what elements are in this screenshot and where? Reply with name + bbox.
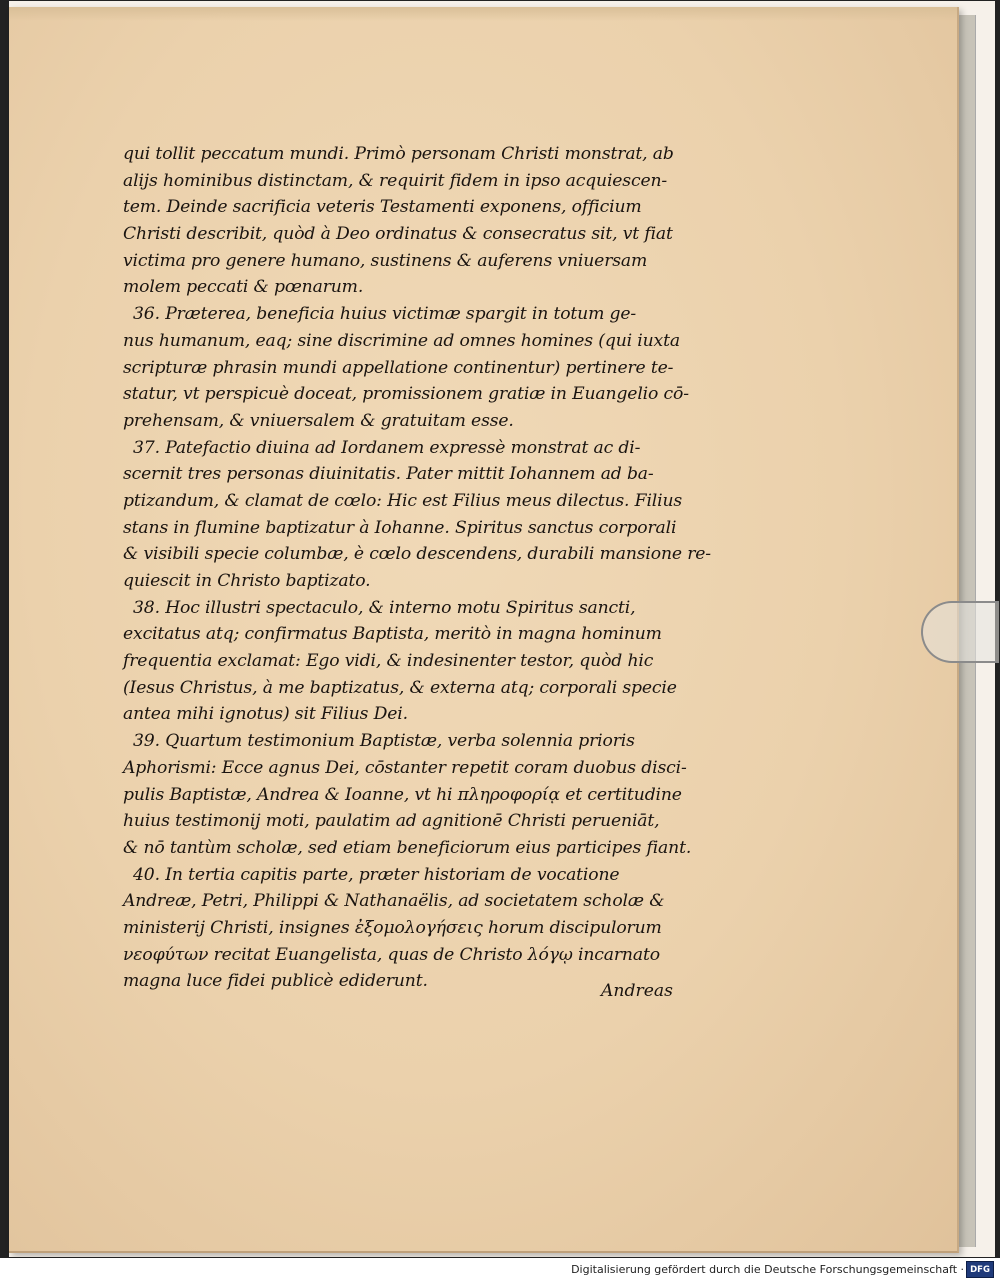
text-line: quiescit in Christo baptizato. [123,571,371,591]
text-line: prehensam, & vniuersalem & gratuitam esse. [123,410,514,431]
text-line: excitatus atq; confirmatus Baptista, meritò in magna hominum [123,624,662,645]
paragraph-start-38: 38. Hoc illustri spectaculo, & interno motu Spiritus sancti, [133,597,636,618]
text-line: stans in flumine baptizatur à Iohanne. Spiritus sanctus corporali [123,517,677,538]
text-line: Christi describit, quòd à Deo ordinatus & consecratus sit, vt fiat [123,224,673,245]
paper-clip-tab [921,601,1000,663]
text-line: antea mihi ignotus) sit Filius Dei. [123,704,408,725]
text-line: & visibili specie columbæ, è cœlo descendens, durabili mansione re- [123,544,711,565]
text-line: victima pro genere humano, sustinens & auferens vniuersam [123,250,648,271]
text-line: ptizandum, & clamat de cœlo: Hic est Filius meus dilectus. Filius [123,490,683,511]
text-line: pulis Baptistæ, Andrea & Ioanne, vt hi πληροφορίᾳ et certitudine [123,784,682,805]
paragraph-start-36: 36. Præterea, beneficia huius victimæ spargit in totum ge- [133,304,637,325]
viewer-frame-left [1,1,9,1258]
text-line: alijs hominibus distinctam, & requirit fidem in ipso acquiescen- [123,170,668,191]
text-line: scripturæ phrasin mundi appellatione continentur) pertinere te- [123,357,674,378]
paragraph-start-39: 39. Quartum testimonium Baptistæ, verba solennia prioris [133,731,635,752]
page-text-block [123,141,711,995]
text-line: scernit tres personas diuinitatis. Pater mittit Iohannem ad ba- [123,464,654,485]
catchword: Andreas [601,981,673,1001]
text-line: nus humanum, eaq; sine discrimine ad omnes homines (qui iuxta [123,330,680,351]
text-line: ministerij Christi, insignes ἐξομολογήσεις horum discipulorum [123,917,662,938]
text-line: νεοφύτων recitat Euangelista, quas de Christo λόγῳ incarnato [123,944,660,965]
text-line: frequentia exclamat: Ego vidi, & indesinenter testor, quòd hic [123,651,654,672]
funding-notice: Digitalisierung gefördert durch die Deutsche Forschungsgemeinschaft · [571,1263,964,1276]
text-line: (Iesus Christus, à me baptizatus, & externa atq; corporali specie [123,677,677,698]
text-line: molem peccati & pœnarum. [123,277,364,298]
text-line: statur, vt perspicuè doceat, promissionem gratiæ in Euangelio cō- [123,384,689,405]
dfg-logo-icon[interactable] [966,1261,994,1278]
text-line: qui tollit peccatum mundi. Primò personam Christi monstrat, ab [123,144,674,164]
paragraph-start-40: 40. In tertia capitis parte, præter historiam de vocatione [133,864,620,885]
text-line: Andreæ, Petri, Philippi & Nathanaëlis, ad societatem scholæ & [123,891,665,912]
paragraph-start-37: 37. Patefactio diuina ad Iordanem expressè monstrat ac di- [133,437,641,458]
text-line: & nō tantùm scholæ, sed etiam beneficiorum eius participes fiant. [123,837,692,858]
text-line: tem. Deinde sacrificia veteris Testamenti exponens, officium [123,197,642,218]
text-line: magna luce fidei publicè ediderunt. [123,971,428,992]
dfg-logo-text: DFG [970,1264,990,1275]
text-line: huius testimonij moti, paulatim ad agnitionē Christi perueniāt, [123,811,660,832]
page-top-shadow [9,7,957,21]
text-line: Aphorismi: Ecce agnus Dei, cōstanter repetit coram duobus disci- [123,757,687,778]
